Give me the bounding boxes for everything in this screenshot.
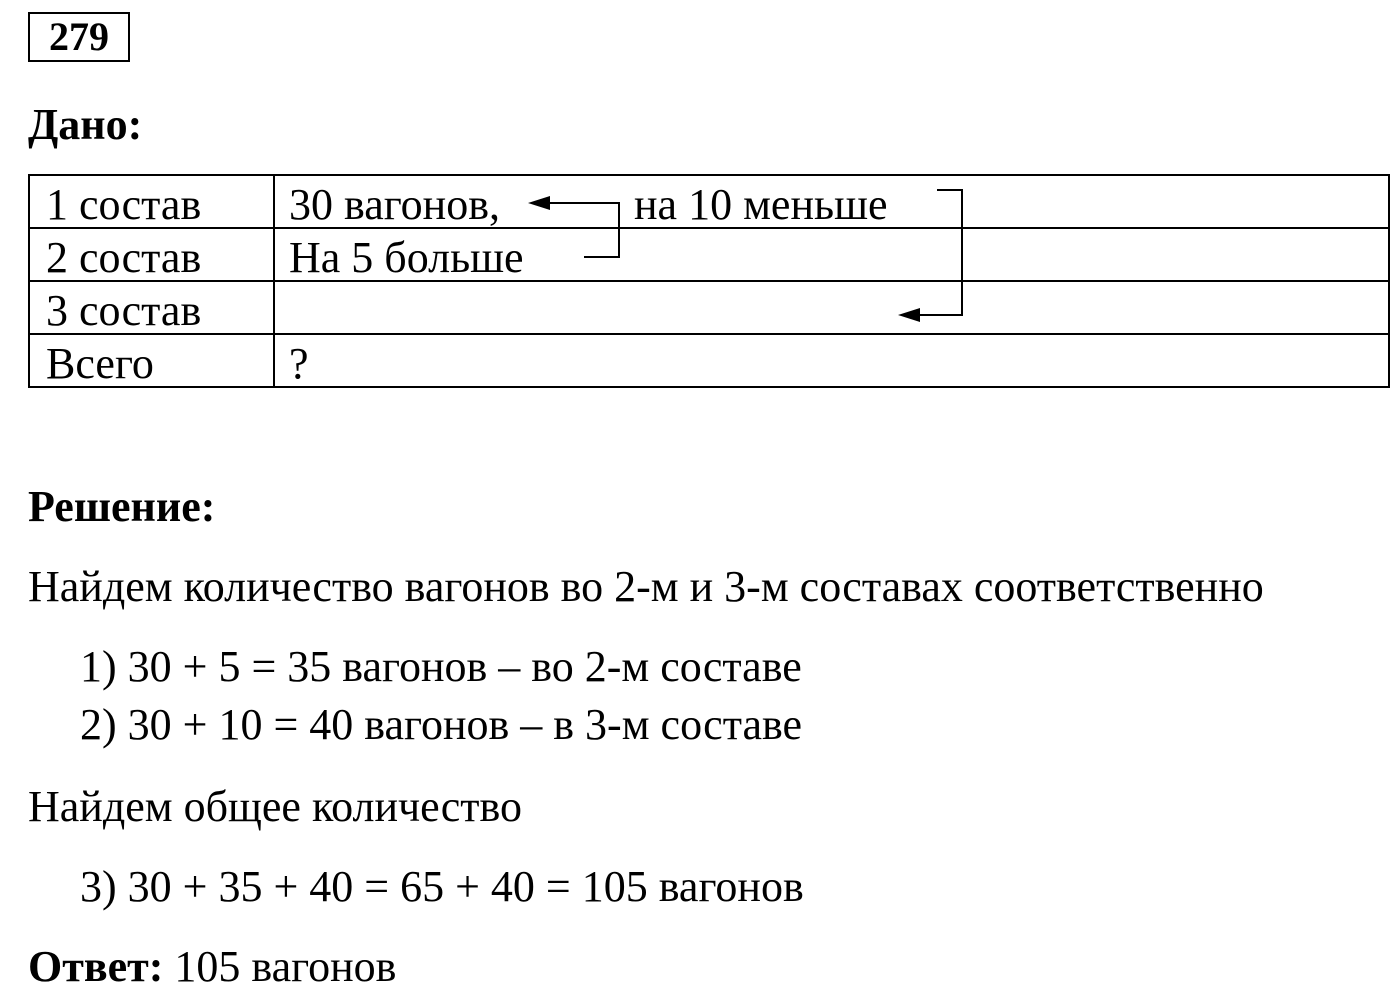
answer-label: Ответ: <box>28 942 164 991</box>
total-intro: Найдем общее количество <box>28 782 522 831</box>
problem-number: 279 <box>28 12 130 62</box>
row-label: 2 состав <box>29 228 274 281</box>
solution-intro: Найдем количество вагонов во 2-м и 3-м составах соответственно <box>28 562 1264 611</box>
given-heading: Дано: <box>28 100 143 149</box>
total-step: 3) 30 + 35 + 40 = 65 + 40 = 105 вагонов <box>80 862 804 911</box>
answer-line <box>28 942 396 992</box>
row-value <box>274 281 1389 334</box>
solution-step: 2) 30 + 10 = 40 вагонов – в 3-м составе <box>80 700 803 749</box>
solution-heading: Решение: <box>28 482 216 531</box>
row-value: 30 вагонов, <box>274 175 1389 228</box>
row-label: Всего <box>29 334 274 387</box>
row-value: ? <box>274 334 1389 387</box>
table-row <box>29 334 1389 387</box>
answer-value: 105 вагонов <box>174 942 397 991</box>
table-row <box>29 281 1389 334</box>
less-annotation: на 10 меньше <box>634 180 888 229</box>
solution-step: 1) 30 + 5 = 35 вагонов – во 2-м составе <box>80 642 802 691</box>
row-label: 3 состав <box>29 281 274 334</box>
table-row <box>29 228 1389 281</box>
row-label: 1 состав <box>29 175 274 228</box>
row-value: На 5 больше <box>274 228 1389 281</box>
